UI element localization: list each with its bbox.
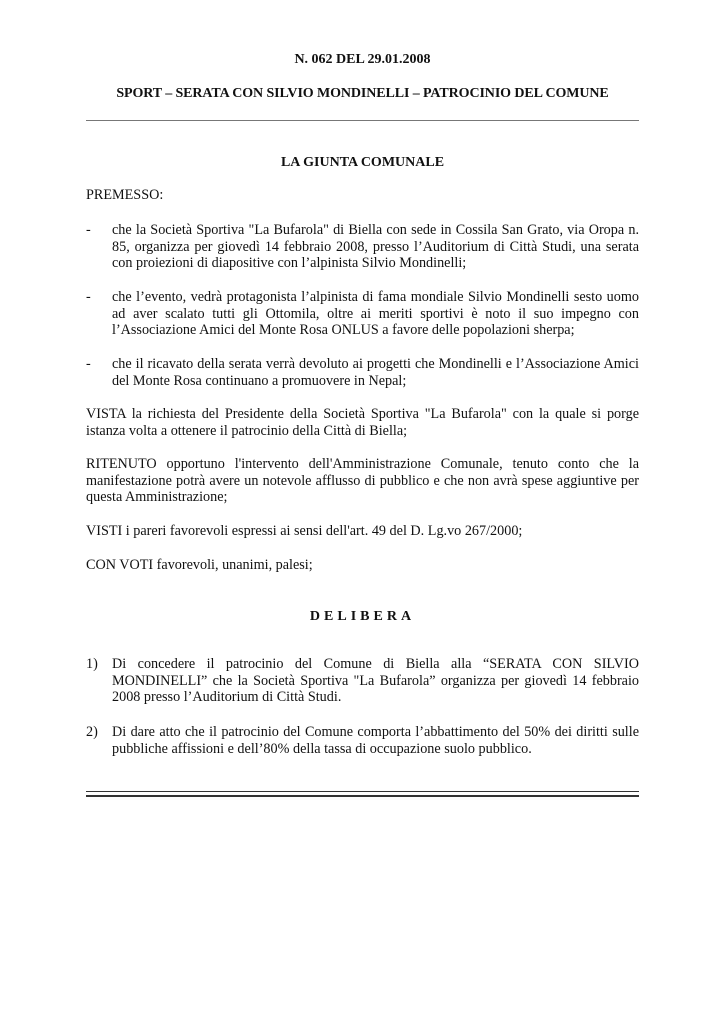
header-divider <box>86 120 639 121</box>
delibera-heading: DELIBERA <box>309 609 416 624</box>
con-voti-paragraph: CON VOTI favorevoli, unanimi, palesi; <box>86 557 313 573</box>
bullet-text: che l’evento, vedrà protagonista l’alpinista di fama mondiale Silvio Mondinelli sesto uomo ad aver scalato tutti gli Ottomila, oltre ai meriti sportivi è noto il suo impegno con l’Associazione Amici del Monte Rosa ONLUS a favore delle popolazioni sherpa; <box>112 289 639 338</box>
bullet-text: che il ricavato della serata verrà devoluto ai progetti che Mondinelli e l’Associazione Amici del Monte Rosa continuano a promuovere in Nepal; <box>112 356 639 389</box>
item-number: 2) <box>86 724 98 740</box>
vista-paragraph: VISTA la richiesta del Presidente della Società Sportiva "La Bufarola" con la quale si porge istanza volta a ottenere il patrocinio della Città di Biella; <box>86 406 639 439</box>
document-number: N. 062 DEL 29.01.2008 <box>294 52 431 67</box>
item-text: Di dare atto che il patrocinio del Comune comporta l’abbattimento del 50% dei diritti sulle pubbliche affissioni e dell’80% della tassa di occupazione suolo pubblico. <box>112 724 639 757</box>
item-text: Di concedere il patrocinio del Comune di Biella alla “SERATA CON SILVIO MONDINELLI” che la Società Sportiva "La Bufarola” organizza per giovedì 14 febbraio 2008 presso l’Auditorium di Città Studi. <box>112 656 639 705</box>
premesso-bullet-3 <box>86 356 639 389</box>
bullet-mark: - <box>86 222 91 238</box>
bullet-mark: - <box>86 289 91 305</box>
premesso-label: PREMESSO: <box>86 187 164 203</box>
premesso-bullet-1 <box>86 222 639 272</box>
document-subject: SPORT – SERATA CON SILVIO MONDINELLI – PATROCINIO DEL COMUNE <box>116 86 609 101</box>
bullet-mark: - <box>86 356 91 372</box>
delibera-item-2 <box>86 724 639 757</box>
visti-paragraph: VISTI i pareri favorevoli espressi ai sensi dell'art. 49 del D. Lg.vo 267/2000; <box>86 523 523 539</box>
bullet-text: che la Società Sportiva "La Bufarola" di Biella con sede in Cossila San Grato, via Oropa n. 85, organizza per giovedì 14 febbraio 2008, presso l’Auditorium di Città Studi, una serata con proiezioni di diapositive con l’alpinista Silvio Mondinelli; <box>112 222 639 271</box>
ritenuto-paragraph: RITENUTO opportuno l'intervento dell'Amministrazione Comunale, tenuto conto che la manifestazione potrà avere un notevole afflusso di pubblico e che non avrà spese aggiuntive per questa Amministrazione; <box>86 456 639 505</box>
item-number: 1) <box>86 656 98 672</box>
footer-double-rule <box>86 791 639 797</box>
premesso-bullet-2 <box>86 289 639 339</box>
giunta-heading: LA GIUNTA COMUNALE <box>280 155 445 170</box>
delibera-item-1 <box>86 656 639 706</box>
